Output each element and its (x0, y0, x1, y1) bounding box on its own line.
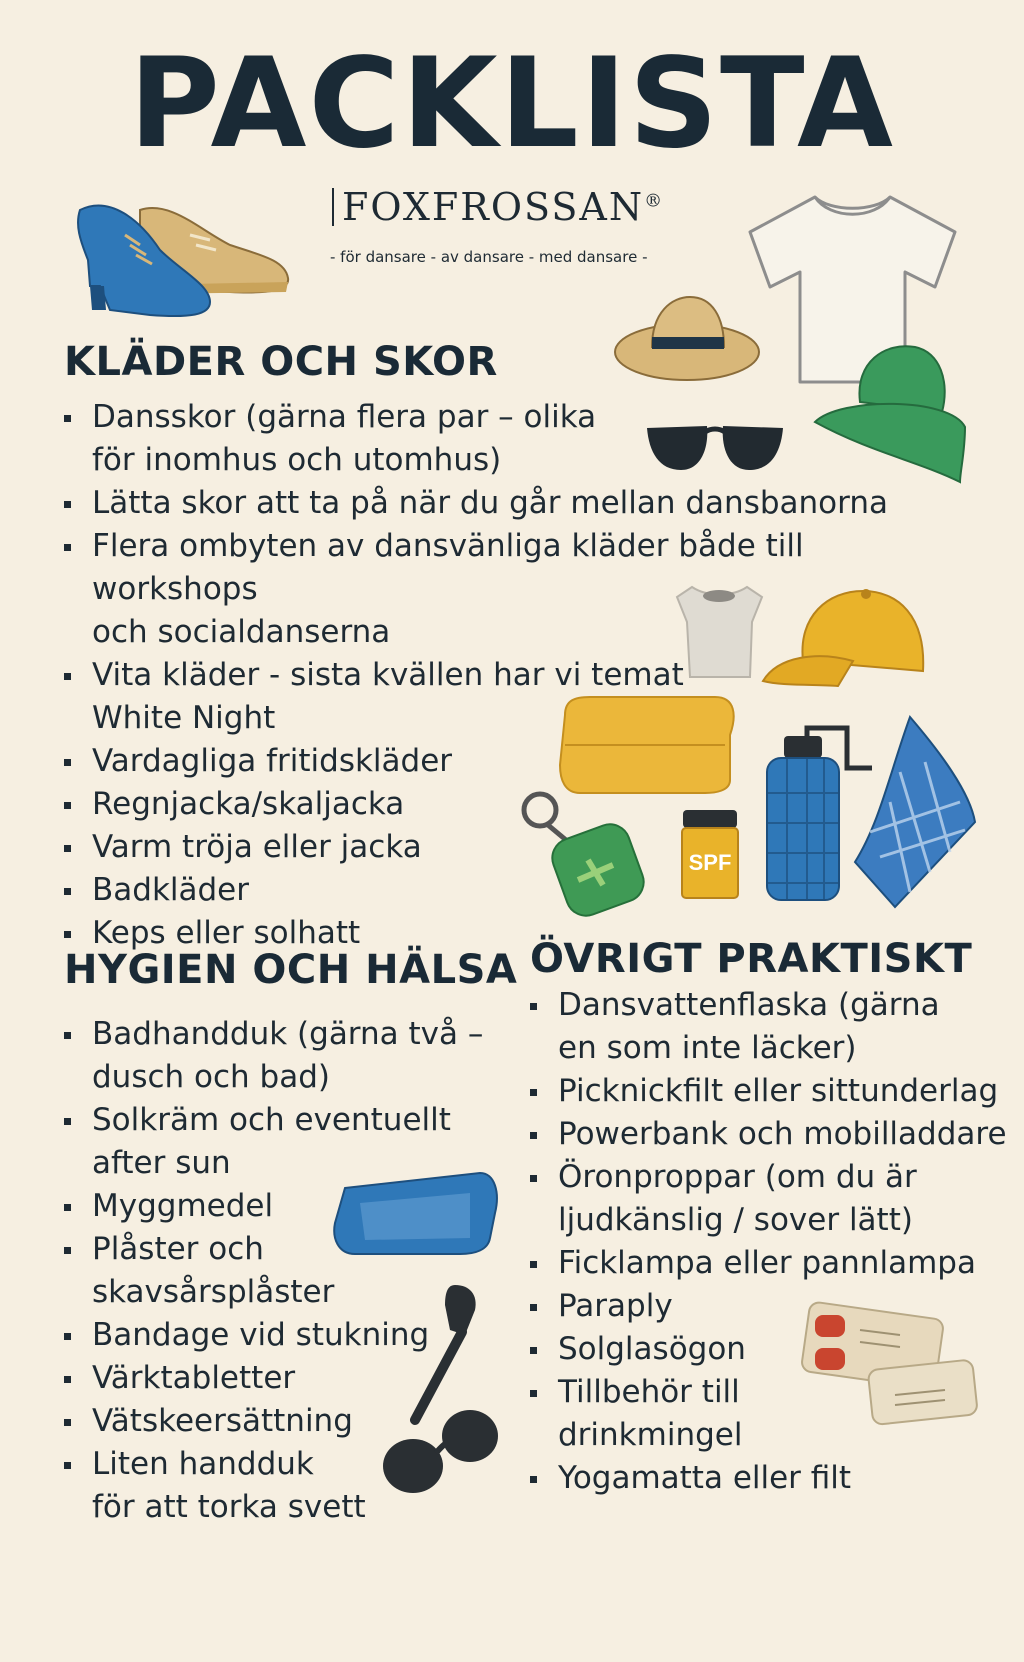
list-item: Powerbank och mobilladdare (528, 1113, 1008, 1156)
list-item: Varm tröja eller jacka (62, 826, 962, 869)
towel-icon (555, 695, 740, 795)
cap-icon (758, 586, 933, 696)
list-item: Liten handduk för att torka svett (62, 1443, 502, 1529)
plasters-icon (800, 1300, 980, 1430)
list-item: Paraply (528, 1285, 1008, 1328)
heading-practical: ÖVRIGT PRAKTISKT (530, 936, 973, 982)
list-item: Plåster och skavsårsplåster (62, 1228, 502, 1314)
sunglasses-bottom-icon (378, 1408, 503, 1498)
list-item: Bandage vid stukning (62, 1314, 502, 1357)
list-item: Solkräm och eventuellt after sun (62, 1099, 502, 1185)
heading-clothes: KLÄDER OCH SKOR (64, 339, 498, 385)
list-item: Regnjacka/skaljacka (62, 783, 962, 826)
list-item: Badkläder (62, 869, 962, 912)
sunglasses-icon (645, 418, 785, 478)
list-item: Öronproppar (om du är ljudkänslig / sover lätt) (528, 1156, 1008, 1242)
page-title: PACKLISTA (129, 32, 895, 176)
blue-towel-icon (330, 1168, 500, 1258)
list-item: Keps eller solhatt (62, 912, 962, 955)
list-item: Flera ombyten av dansvänliga kläder både till workshops och socialdanserna (62, 525, 962, 654)
spf-jar-icon (680, 808, 740, 900)
list-item: Lätta skor att ta på när du går mellan dansbanorna (62, 482, 962, 525)
grey-shirt-icon (672, 582, 767, 682)
list-item: Solglasögon (528, 1328, 1008, 1371)
spf-label: SPF (688, 850, 732, 875)
list-item: Yogamatta eller filt (528, 1457, 1008, 1500)
list-item: Vätskeersättning (62, 1400, 502, 1443)
list-item: Dansskor (gärna flera par – olika för inomhus och utomhus) (62, 396, 962, 482)
dance-shoes-icon (70, 190, 295, 330)
sunscreen-keychain-icon (518, 790, 648, 915)
list-item: Myggmedel (62, 1185, 502, 1228)
brand-tagline: - för dansare - av dansare - med dansare - (330, 248, 648, 266)
brand-logo (332, 185, 665, 229)
brush-icon (400, 1280, 495, 1425)
bucket-hat-icon (810, 342, 970, 487)
list-item: Värktabletter (62, 1357, 502, 1400)
list-item: Ficklampa eller pannlampa (528, 1242, 1008, 1285)
brand-name: FOXFROSSAN (342, 185, 645, 229)
list-item: Picknickfilt eller sittunderlag (528, 1070, 1008, 1113)
list-item: Vita kläder - sista kvällen har vi temat White Night (62, 654, 962, 740)
heading-hygiene: HYGIEN OCH HÄLSA (64, 947, 518, 993)
list-item: Vardagliga fritidskläder (62, 740, 962, 783)
sun-hat-icon (612, 292, 762, 392)
registered-mark: ® (644, 190, 665, 212)
picnic-blanket-icon (850, 712, 978, 910)
list-item: Tillbehör till drinkmingel (528, 1371, 1008, 1457)
list-item: Badhandduk (gärna två – dusch och bad) (62, 1013, 502, 1099)
list-item: Dansvattenflaska (gärna en som inte läcker) (528, 984, 1008, 1070)
